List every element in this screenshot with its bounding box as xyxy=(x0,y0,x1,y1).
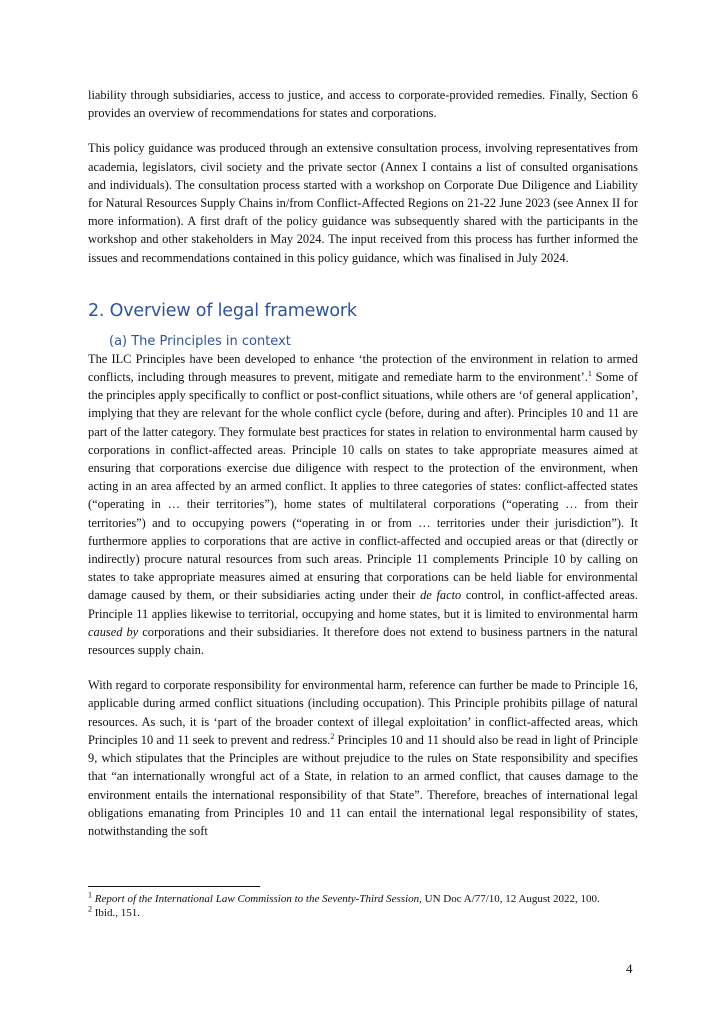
footnote-1: $^1$ Report of the International Law Commission to the Seventy-Third Session, UN Doc A/77/10, 12 August 2022, 100. xyxy=(88,890,600,905)
footnote-divider xyxy=(88,886,260,887)
footnote-2: $^2$ Ibid., 151. xyxy=(88,904,140,919)
page-body xyxy=(88,86,638,840)
footnote-ref-2: 2 xyxy=(330,731,335,741)
intro-paragraph-1: liability through subsidiaries, access to justice, and access to corporate-provided remedies. Finally, Section 6 provides an overview of recommendations for states and corporations. xyxy=(88,88,638,121)
subsection-heading: (a) The Principles in context xyxy=(109,333,291,349)
intro-paragraph-2: This policy guidance was produced through an extensive consultation process, involving representatives from academia, legislators, civil society and the private sector (Annex I contains a list of consulted organisations and individuals). The consultation process started with a workshop on Corporate Due Diligence and Liability for Natural Resources Supply Chains in/from Conflict-Affected Regions on 21-22 June 2023 (see Annex II for more information). A first draft of the policy guidance was subsequently shared with the participants in the workshop and other stakeholders in May 2024. The input received from this process has further informed the issues and recommendations contained in this policy guidance, which was finalised in July 2024. xyxy=(88,141,638,265)
page-number: 4 xyxy=(626,961,633,976)
footnote-ref-1: 1 xyxy=(587,368,592,378)
principles-paragraph: The ILC Principles have been developed to enhance ‘the protection of the environment in relation to armed conflicts, including through measures to prevent, mitigate and remediate harm to the environment’.$^1$ Some of the principles apply specifically to conflict or post-conflict situations, while others are ‘of general application’, implying that they are relevant for the whole conflict cycle (before, during and after). Principles 10 and 11 are part of the latter category. They formulate best practices for states in relation to environmental harm caused by corporations in conflict-affected areas. Principle 10 calls on states to take appropriate measures aimed at ensuring that corporations exercise due diligence with respect to the protection of the environment, when acting in an area affected by an armed conflict. It applies to three categories of states: conflict-affected states (“operating in … their territories”), home states of multilateral corporations (“operating … from their territories”) and to occupying powers (“operating in or from … territories under their jurisdiction”). It furthermore applies to corporations that are active in conflict-affected and occupied areas or that (directly or indirectly) procure natural resources from such areas. Principle 11 complements Principle 10 by calling on states to take appropriate measures aimed at ensuring that corporations can be held liable for environmental damage caused by them, or their subsidiaries acting under their de facto control, in conflict-affected areas. Principle 11 applies likewise to territorial, occupying and home states, but it is limited to environmental harm caused by corporations and their subsidiaries. It therefore does not extend to business partners in the natural resources supply chain. xyxy=(88,351,639,658)
section-heading: 2. Overview of legal framework xyxy=(88,300,357,321)
corporate-responsibility-paragraph: With regard to corporate responsibility for environmental harm, reference can further be made to Principle 16, applicable during armed conflict situations (including occupation). This Principle prohibits pillage of natural resources. As such, it is ‘part of the broader context of illegal exploitation’ in conflict-affected areas, which Principles 10 and 11 seek to prevent and redress.$^2$ Principles 10 and 11 should also be read in light of Principle 9, which stipulates that the Principles are without prejudice to the rules on State responsibility and specifies that “an internationally wrongful act of a State, in relation to an armed conflict, that causes damage to the environment entails the international responsibility of that State”. Therefore, breaches of international legal obligations emanating from Principles 10 and 11 can entail the international legal responsibility of states, notwithstanding the soft xyxy=(88,678,638,838)
footnotes xyxy=(88,892,638,920)
